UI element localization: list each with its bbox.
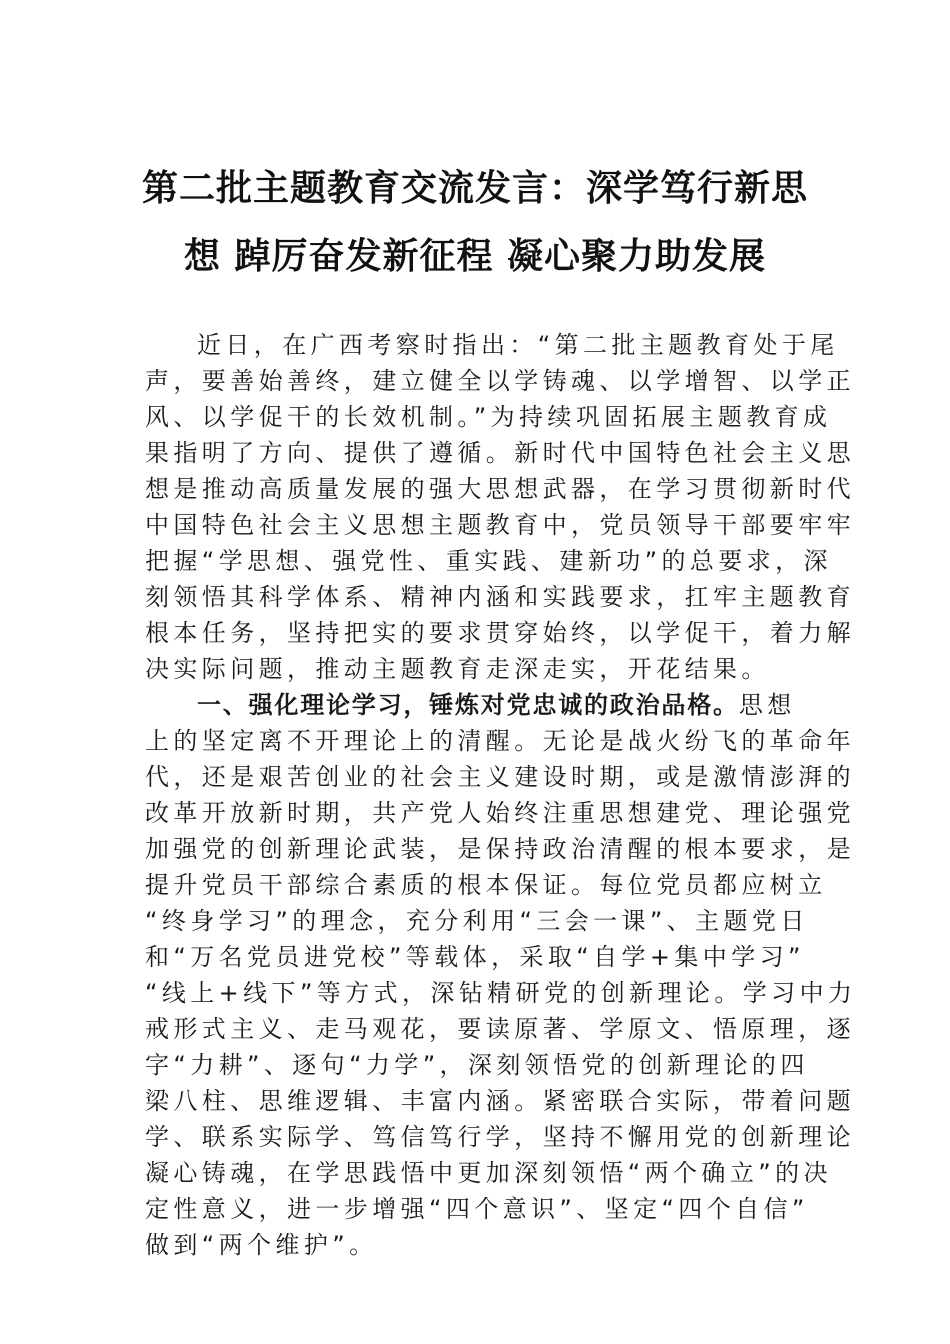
section-1-line: 上的坚定离不开理论上的清醒。无论是战火纷飞的革命年 [145, 727, 855, 755]
paragraph-1-line: 把握“学思想、强党性、重实践、建新功”的总要求，深 [145, 547, 832, 575]
section-1-line: 改革开放新时期，共产党人始终注重思想建党、理论强党 [145, 799, 855, 827]
paragraph-1-line: 中国特色社会主义思想主题教育中，党员领导干部要牢牢 [145, 511, 855, 539]
paragraph-1-line: 决实际问题，推动主题教育走深走实，开花结果。 [145, 655, 770, 683]
section-1-line: 凝心铸魂，在学思践悟中更加深刻领悟“两个确立”的决 [145, 1159, 832, 1187]
document-title-line-2: 想 踔厉奋发新征程 凝心聚力助发展 [183, 235, 767, 277]
paragraph-1-line: 声，要善始善终，建立健全以学铸魂、以学增智、以学正 [145, 367, 855, 395]
section-1-first-line-rest: 思想 [738, 691, 796, 719]
section-1-line: 提升党员干部综合素质的根本保证。每位党员都应树立 [145, 871, 827, 899]
section-1-line: 和“万名党员进党校”等载体，采取“自学+集中学习” [145, 943, 805, 971]
paragraph-1-line: 果指明了方向、提供了遵循。新时代中国特色社会主义思 [145, 439, 855, 467]
document-title-line-1: 第二批主题教育交流发言：深学笃行新思 [141, 167, 808, 209]
paragraph-1-line: 根本任务，坚持把实的要求贯穿始终，以学促干，着力解 [145, 619, 855, 647]
paragraph-1-line: 近日，在广西考察时指出：“第二批主题教育处于尾 [197, 331, 839, 359]
section-1-line: “终身学习”的理念，充分利用“三会一课”、主题党日 [145, 907, 809, 935]
paragraph-1-line: 想是推动高质量发展的强大思想武器，在学习贯彻新时代 [145, 475, 855, 503]
section-1-line: “线上+线下”等方式，深钻精研党的创新理论。学习中力 [145, 979, 857, 1007]
section-1-line: 梁八柱、思维逻辑、丰富内涵。紧密联合实际，带着问题 [145, 1087, 855, 1115]
section-1-line: 字“力耕”、逐句“力学”，深刻领悟党的创新理论的四 [145, 1051, 809, 1079]
section-1-line: 代，还是艰苦创业的社会主义建设时期，或是激情澎湃的 [145, 763, 855, 791]
section-1-line: 加强党的创新理论武装，是保持政治清醒的根本要求，是 [145, 835, 855, 863]
section-1-first-line [197, 688, 796, 722]
section-1-line: 学、联系实际学、笃信笃行学，坚持不懈用党的创新理论 [145, 1123, 855, 1151]
paragraph-1-line: 刻领悟其科学体系、精神内涵和实践要求，扛牢主题教育 [145, 583, 855, 611]
section-1-line: 戒形式主义、走马观花，要读原著、学原文、悟原理，逐 [145, 1015, 855, 1043]
section-1-heading: 一、强化理论学习，锤炼对党忠诚的政治品格。 [197, 691, 739, 719]
section-1-line: 做到“两个维护”。 [145, 1231, 378, 1259]
section-1-line: 定性意义，进一步增强“四个意识”、坚定“四个自信” [145, 1195, 809, 1223]
paragraph-1-line: 风、以学促干的长效机制。”为持续巩固拓展主题教育成 [145, 403, 832, 431]
